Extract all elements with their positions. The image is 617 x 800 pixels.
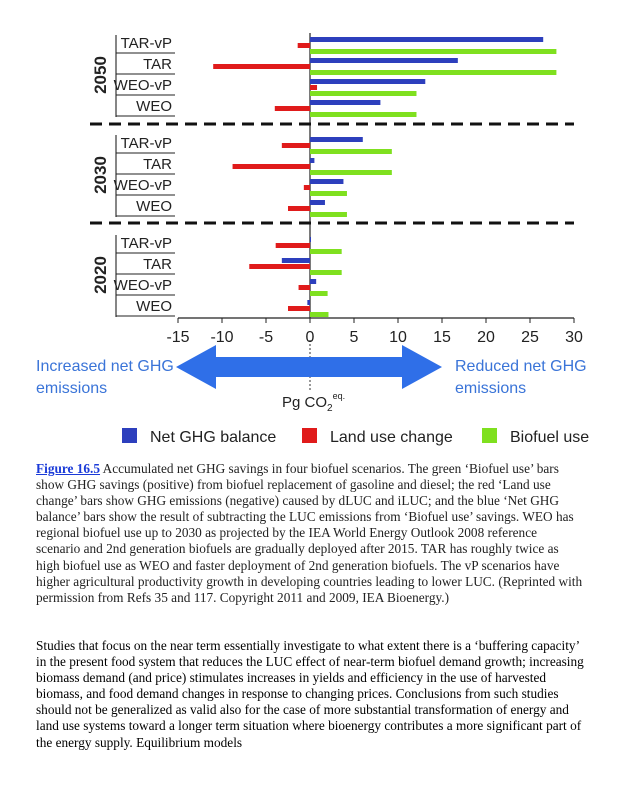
figure-label-link[interactable]: Figure 16.5: [36, 461, 101, 476]
bar-land-use-change-2020-tar: [249, 264, 310, 269]
legend-swatch-biofuel-use: [482, 428, 497, 443]
unit-sup: eq.: [332, 391, 346, 401]
bar-land-use-change-2030-weo-vp: [304, 185, 310, 190]
caption-text: Accumulated net GHG savings in four biofuel scenarios. The green ‘Biofuel use’ bars show GHG savings (positive) from biofuel replacement of gasoline and diesel; the red ‘Land use change’ bars show GHG emissions (negative) caused by dLUC and iLUC; and the blue ‘Net GHG balance’ bars show the result of subtracting the LUC emissions from ‘Biofuel use’ savings. WEO has regional biofuel use up to 2030 as projected by the IEA World Energy Outlook 2008 reference scenario and 2nd generation biofuels are gradually deployed after 2015. TAR has roughly twice as high biofuel use as WEO and faster deployment of 2nd generation biofuels. The vP scenarios have higher agricultural productivity growth in developing countries leading to lower LUC. (Reprinted with permission from Refs 35 and 117. Copyright 2011 and 2009, IEA Bioenergy.): [36, 461, 583, 605]
category-label-2050-weo: WEO: [136, 98, 172, 115]
bar-land-use-change-2020-weo-vp: [299, 285, 310, 290]
x-tick-label: 5: [349, 329, 359, 346]
bar-biofuel-use-2030-weo: [310, 212, 347, 217]
bar-land-use-change-2050-weo: [275, 106, 310, 111]
x-axis-ticks: [166, 318, 583, 346]
bar-land-use-change-2050-tar: [213, 64, 310, 69]
category-label-2050-tar-vp: TAR-vP: [120, 35, 172, 52]
bar-biofuel-use-2050-weo: [310, 112, 416, 117]
x-tick-label: -5: [258, 329, 274, 346]
category-labels: [114, 35, 175, 316]
bar-land-use-change-2050-tar-vp: [298, 43, 310, 48]
bar-net-ghg-balance-2050-weo-vp: [310, 79, 425, 84]
x-tick-label: 20: [477, 329, 495, 346]
chart-legend: [122, 428, 589, 446]
increased-emissions-label: [36, 358, 178, 397]
bar-land-use-change-2050-weo-vp: [310, 85, 317, 90]
bar-biofuel-use-2050-tar: [310, 70, 556, 75]
bar-land-use-change-2030-weo: [288, 206, 310, 211]
bar-biofuel-use-2030-tar-vp: [310, 149, 392, 154]
bar-biofuel-use-2020-weo: [310, 312, 328, 317]
unit-main: Pg CO: [282, 394, 328, 411]
x-tick-label: -15: [166, 329, 190, 346]
category-label-2020-weo: WEO: [136, 298, 172, 315]
x-tick-label: 25: [521, 329, 539, 346]
legend-label-net-ghg-balance: Net GHG balance: [150, 429, 277, 446]
group-label-2050: 2050: [91, 56, 110, 94]
bar-net-ghg-balance-2020-weo-vp: [310, 279, 316, 284]
category-label-2030-weo: WEO: [136, 198, 172, 215]
bar-net-ghg-balance-2030-tar: [310, 158, 314, 163]
category-label-2020-tar: TAR: [143, 256, 172, 273]
category-label-2050-weo-vp: WEO-vP: [113, 77, 172, 94]
group-labels: [91, 35, 116, 317]
bar-land-use-change-2020-tar-vp: [276, 243, 310, 248]
legend-swatch-land-use-change: [302, 428, 317, 443]
legend-swatch-net-ghg-balance: [122, 428, 137, 443]
figure-caption: [36, 461, 584, 606]
category-label-2020-weo-vp: WEO-vP: [113, 277, 172, 294]
category-label-2030-tar-vp: TAR-vP: [120, 135, 172, 152]
bar-net-ghg-balance-2050-tar: [310, 58, 458, 63]
bar-net-ghg-balance-2020-tar-vp: [310, 237, 311, 242]
chart-bars: [213, 37, 556, 317]
legend-label-land-use-change: Land use change: [330, 429, 453, 446]
unit-sub: 2: [327, 403, 333, 414]
bar-net-ghg-balance-2050-tar-vp: [310, 37, 543, 42]
group-label-2030: 2030: [91, 156, 110, 194]
reduced-emissions-line-1: Reduced net GHG: [455, 358, 587, 375]
bar-biofuel-use-2020-tar: [310, 270, 342, 275]
x-tick-label: 30: [565, 329, 583, 346]
bar-net-ghg-balance-2030-weo: [310, 200, 325, 205]
reduced-emissions-line-2: emissions: [455, 380, 527, 397]
bar-biofuel-use-2050-tar-vp: [310, 49, 556, 54]
category-label-2050-tar: TAR: [143, 56, 172, 73]
x-tick-label: 0: [305, 329, 315, 346]
bar-net-ghg-balance-2030-tar-vp: [310, 137, 363, 142]
unit-label: [282, 391, 345, 414]
bar-biofuel-use-2050-weo-vp: [310, 91, 416, 96]
legend-label-biofuel-use: Biofuel use: [510, 429, 590, 446]
increased-emissions-line-1: Increased net GHG: [36, 358, 174, 375]
bar-biofuel-use-2020-weo-vp: [310, 291, 328, 296]
category-label-2020-tar-vp: TAR-vP: [120, 235, 172, 252]
bar-biofuel-use-2030-tar: [310, 170, 392, 175]
category-label-2030-tar: TAR: [143, 156, 172, 173]
x-tick-label: 15: [433, 329, 451, 346]
bar-net-ghg-balance-2050-weo: [310, 100, 380, 105]
bar-net-ghg-balance-2020-tar: [282, 258, 310, 263]
x-tick-label: 10: [389, 329, 407, 346]
category-label-2030-weo-vp: WEO-vP: [113, 177, 172, 194]
x-tick-label: -10: [210, 329, 234, 346]
bar-land-use-change-2020-weo: [288, 306, 310, 311]
body-paragraph: Studies that focus on the near term essentially investigate to what extent there is a ‘buffering capacity’ in the present food system that reduces the LUC effect of near-term biofuel demand growth; increasing biomass demand (and price) stimulates increases in yields and efficiency in the use of harvested biomass, and food demand changes in response to changing prices. Conclusions from such studies should not be generalized as valid also for the case of more substantial transformation of energy and land use systems toward a longer term situation where bioenergy contributes a more significant part of the energy supply. Equilibrium models: [36, 638, 584, 750]
group-label-2020: 2020: [91, 256, 110, 294]
increased-emissions-line-2: emissions: [36, 380, 108, 397]
bar-net-ghg-balance-2030-weo-vp: [310, 179, 343, 184]
ghg-direction-arrow: [176, 345, 442, 389]
bar-biofuel-use-2030-weo-vp: [310, 191, 347, 196]
bar-land-use-change-2030-tar: [233, 164, 310, 169]
reduced-emissions-label: [455, 358, 591, 397]
bar-biofuel-use-2020-tar-vp: [310, 249, 342, 254]
bar-land-use-change-2030-tar-vp: [282, 143, 310, 148]
bar-net-ghg-balance-2020-weo: [307, 300, 310, 305]
